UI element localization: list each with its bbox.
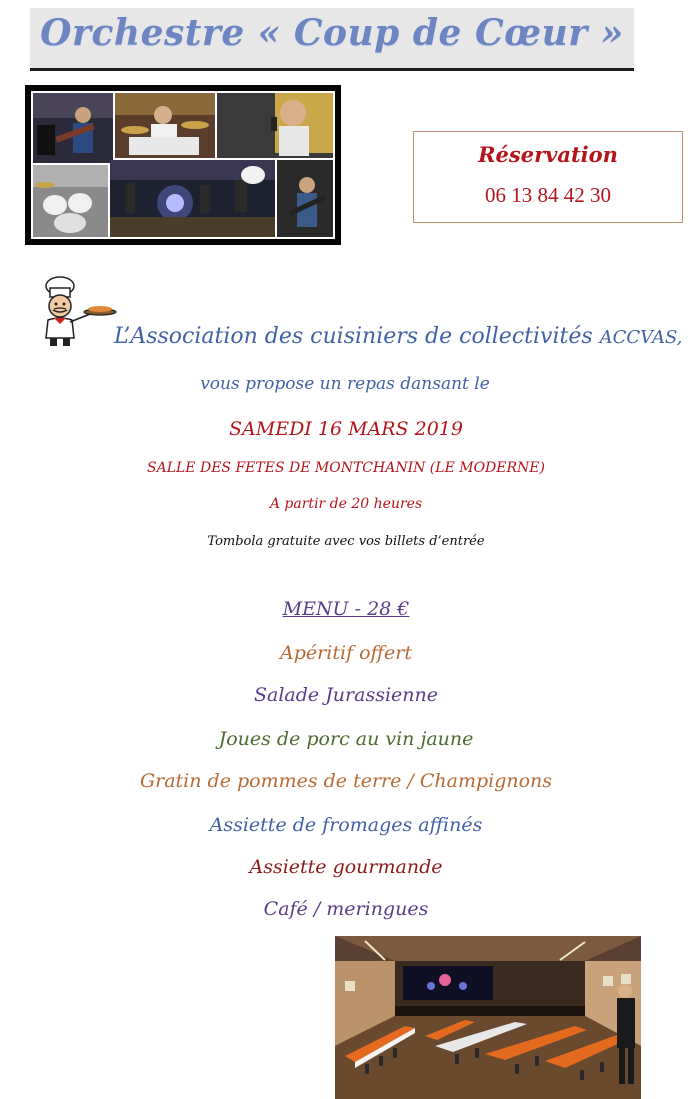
association-acronym: ACCVAS, (599, 327, 683, 348)
association-name: L’Association des cuisiniers de collectivités (114, 324, 593, 349)
menu-item: Gratin de pommes de terre / Champignons (139, 770, 553, 792)
menu-item: Café / meringues (263, 898, 429, 920)
reservation-label: Réservation (478, 142, 618, 167)
event-time: A partir de 20 heures (269, 496, 423, 512)
chef-icon (38, 276, 118, 348)
tombola-note: Tombola gratuite avec vos billets d’entrée (207, 534, 485, 549)
band-collage-photo (25, 85, 341, 245)
page-title: Orchestre « Coup de Cœur » (40, 12, 624, 54)
reservation-box (413, 131, 683, 223)
menu-title: MENU - 28 € (282, 598, 410, 620)
reservation-phone[interactable]: 06 13 84 42 30 (485, 183, 611, 207)
event-date: SAMEDI 16 MARS 2019 (229, 418, 463, 440)
menu-item: Joues de porc au vin jaune (218, 728, 474, 750)
event-venue: SALLE DES FETES DE MONTCHANIN (LE MODERNE) (147, 460, 545, 476)
menu-item: Apéritif offert (280, 642, 412, 664)
association-line (114, 324, 683, 349)
menu-item: Assiette gourmande (249, 856, 443, 878)
proposal-line: vous propose un repas dansant le (200, 374, 490, 394)
banquet-hall-photo (335, 936, 641, 1099)
header-divider (30, 68, 634, 71)
menu-item: Assiette de fromages affinés (209, 814, 483, 836)
menu-item: Salade Jurassienne (254, 684, 438, 706)
